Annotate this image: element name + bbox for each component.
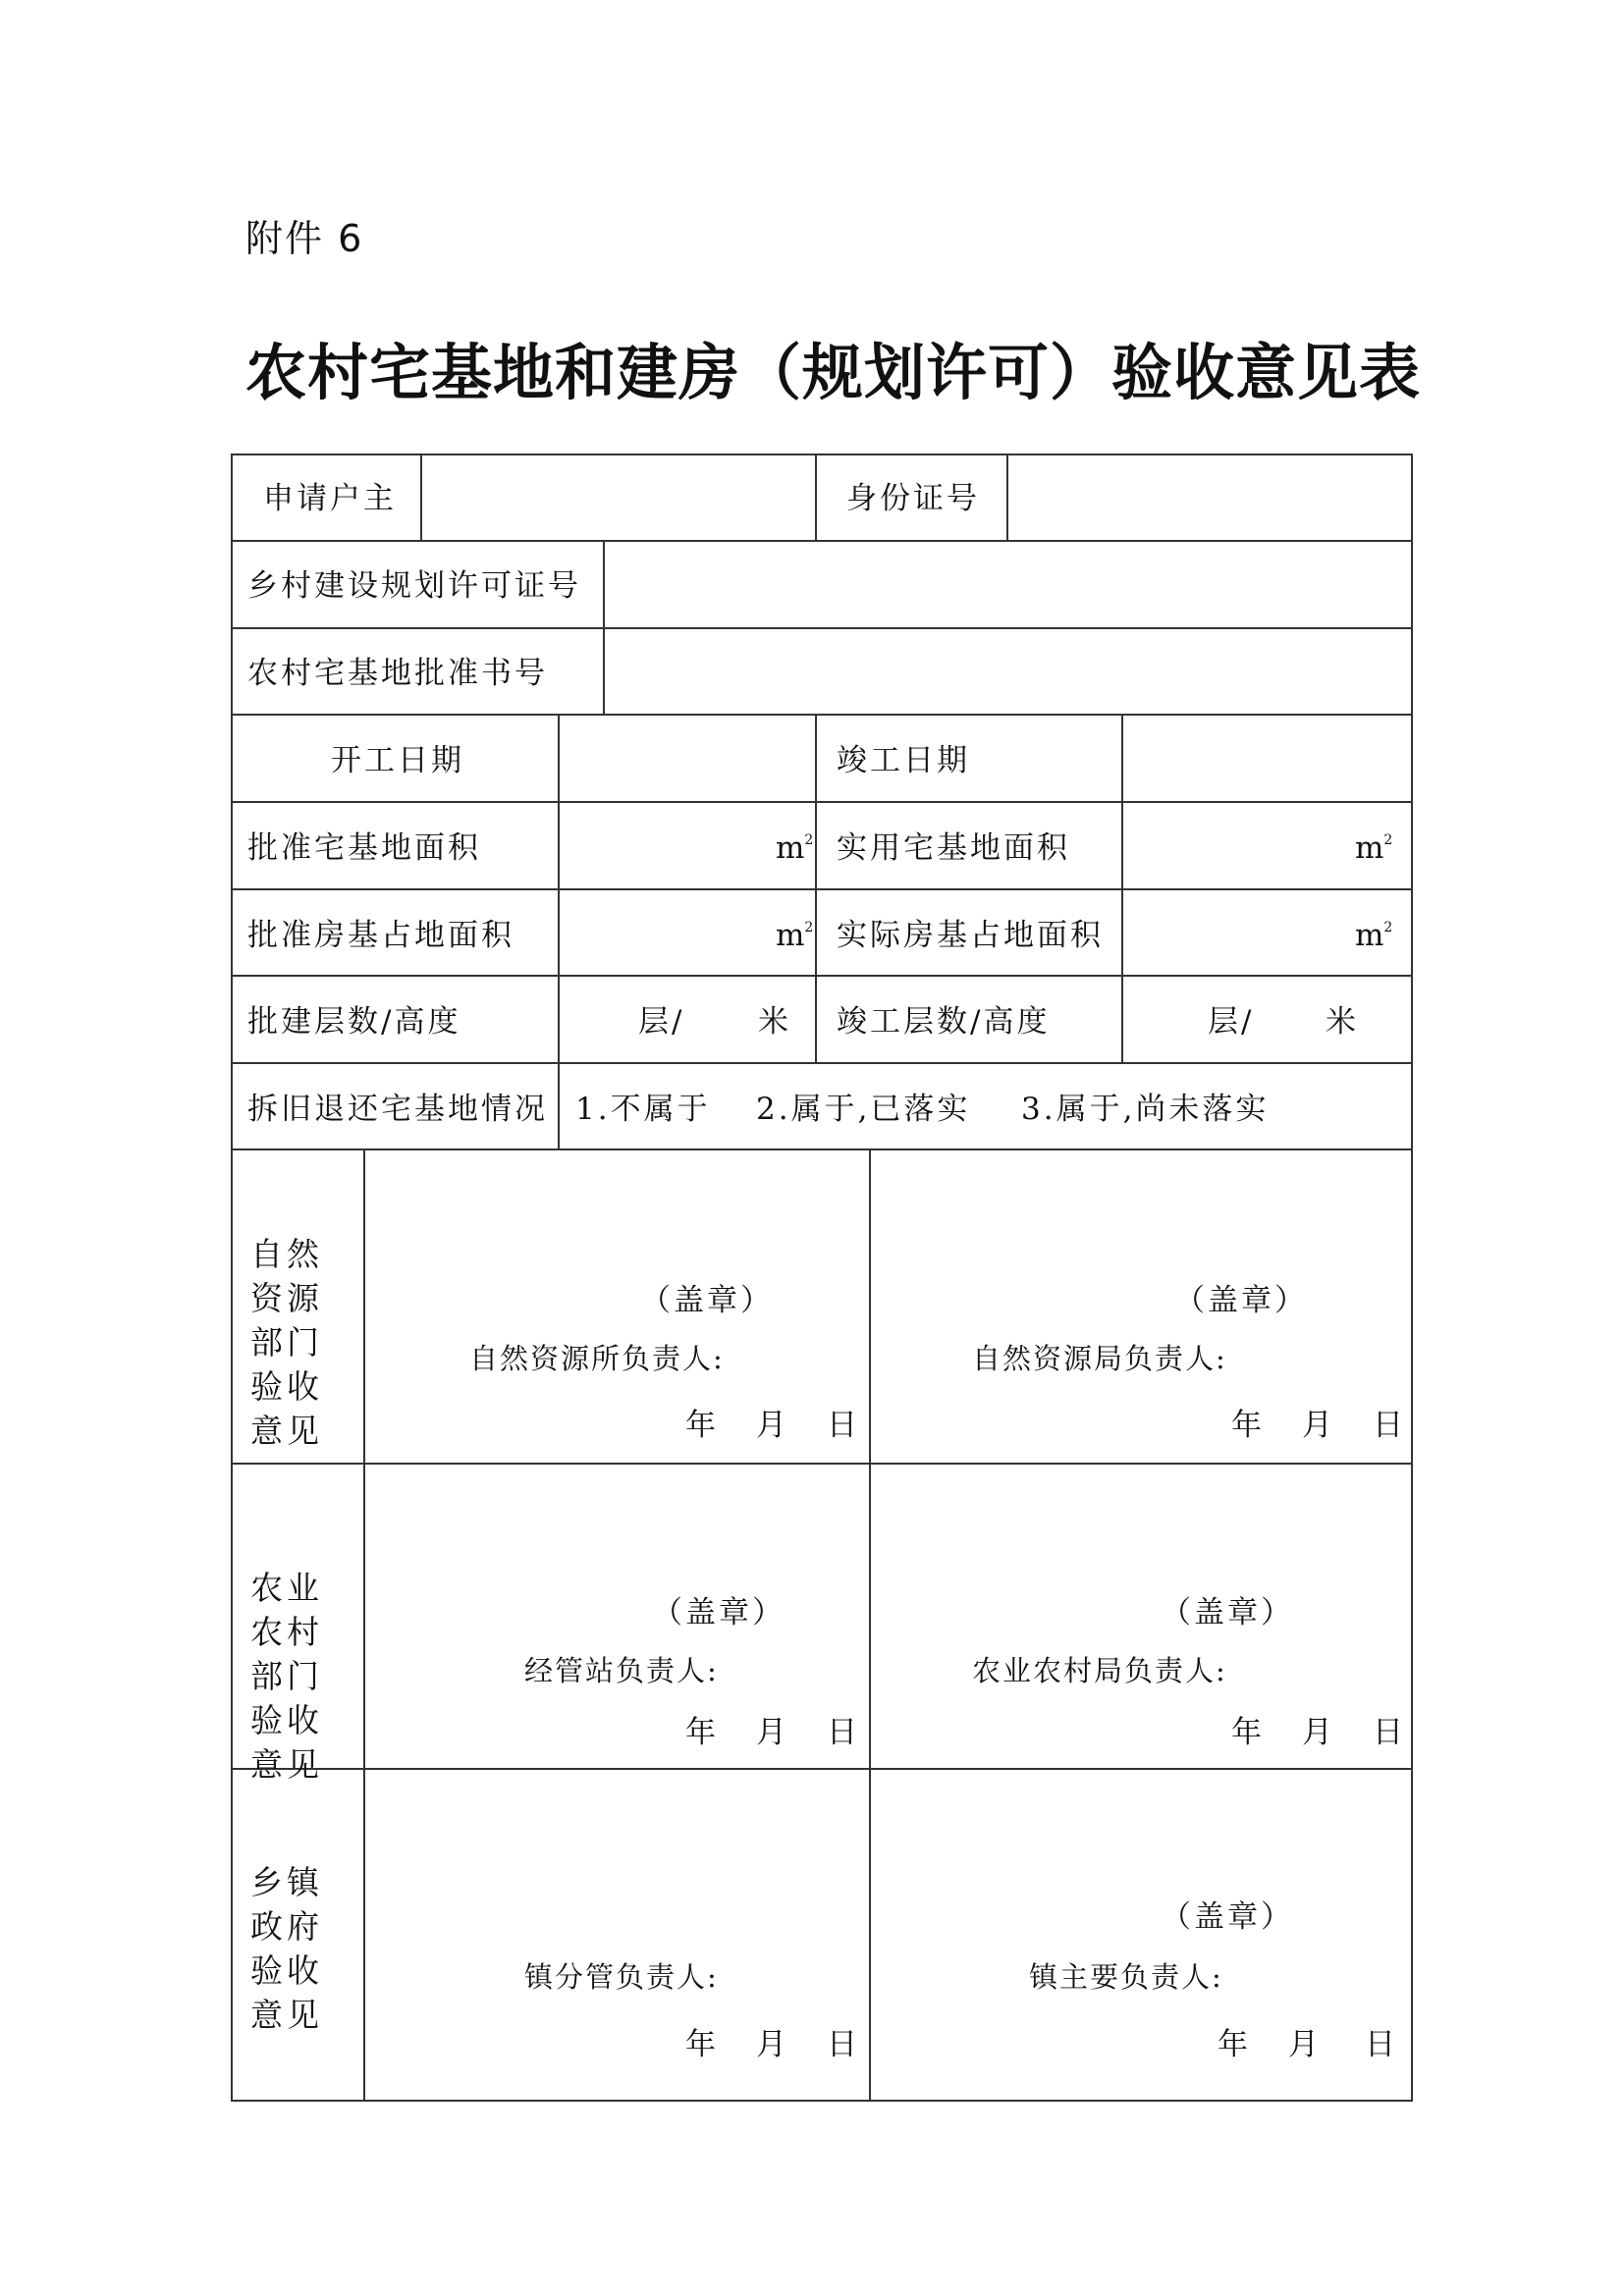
planning-permit-input[interactable]	[607, 544, 1410, 625]
date-year: 年	[1231, 1715, 1265, 1750]
demolition-status-label: 拆旧退还宅基地情况	[247, 1092, 548, 1127]
row-divider	[231, 540, 1413, 542]
date-year: 年	[685, 1408, 719, 1443]
seal-placeholder: （盖章）	[640, 1283, 774, 1318]
homestead-approval-label: 农村宅基地批准书号	[247, 656, 548, 691]
seal-placeholder: （盖章）	[1161, 1595, 1294, 1630]
demolition-option-1[interactable]: 1.不属于	[575, 1092, 711, 1127]
applicant-input[interactable]	[424, 457, 813, 538]
area-unit: $m^2$	[1355, 830, 1393, 866]
signer-label: 镇分管负责人:	[524, 1960, 719, 1994]
completed-floors-height-label: 竣工层数/高度	[837, 1004, 1051, 1040]
meter-unit: 米	[758, 1004, 791, 1040]
seal-placeholder: （盖章）	[1174, 1283, 1308, 1318]
approved-homestead-area-label: 批准宅基地面积	[247, 830, 481, 866]
date-month: 月	[756, 1715, 789, 1750]
col-divider	[603, 540, 605, 714]
signer-label: 农业农村局负责人:	[972, 1654, 1227, 1687]
signer-label: 镇主要负责人:	[1029, 1960, 1223, 1994]
row-divider	[231, 627, 1413, 629]
natural-resources-opinion-label: 自然资源部门验收意见	[250, 1235, 323, 1450]
date-month: 月	[1302, 1715, 1335, 1750]
township-opinion-label: 乡镇政府验收意见	[250, 1863, 323, 2034]
date-day: 日	[827, 1715, 860, 1750]
actual-homestead-area-label: 实用宅基地面积	[837, 830, 1070, 866]
date-month: 月	[756, 1408, 789, 1443]
col-divider	[1006, 454, 1008, 540]
col-divider	[815, 454, 817, 540]
row-divider	[231, 1768, 1413, 1770]
signer-label: 自然资源局负责人:	[972, 1342, 1227, 1375]
signer-label: 经管站负责人:	[524, 1654, 719, 1687]
row-divider	[231, 975, 1413, 977]
date-day: 日	[1373, 1408, 1406, 1443]
area-unit: $m^2$	[1355, 918, 1393, 953]
planning-permit-label: 乡村建设规划许可证号	[247, 568, 581, 604]
floor-unit: 层/	[638, 1004, 685, 1040]
area-unit: $m^2$	[776, 830, 814, 866]
approved-floors-height-label: 批建层数/高度	[247, 1004, 461, 1040]
demolition-option-3[interactable]: 3.属于,尚未落实	[1021, 1092, 1270, 1127]
date-month: 月	[1288, 2027, 1322, 2062]
col-divider	[420, 454, 422, 540]
start-date-input[interactable]	[562, 718, 813, 799]
id-number-label: 身份证号	[846, 481, 980, 516]
col-divider	[363, 1148, 365, 2102]
col-divider	[869, 1148, 871, 2102]
col-divider	[1121, 714, 1123, 1062]
completion-date-label: 竣工日期	[837, 743, 970, 778]
homestead-approval-input[interactable]	[607, 631, 1410, 712]
seal-placeholder: （盖章）	[1161, 1899, 1294, 1935]
date-year: 年	[685, 1715, 719, 1750]
id-number-input[interactable]	[1010, 457, 1409, 538]
floor-unit: 层/	[1208, 1004, 1255, 1040]
signer-label: 自然资源所负责人:	[469, 1342, 725, 1375]
completion-date-input[interactable]	[1125, 718, 1410, 799]
attachment-label: 附件 6	[245, 217, 364, 260]
date-year: 年	[1218, 2027, 1251, 2062]
applicant-label: 申请户主	[263, 481, 397, 516]
row-divider	[231, 1062, 1413, 1064]
date-year: 年	[685, 2027, 719, 2062]
page-title: 农村宅基地和建房（规划许可）验收意见表	[245, 337, 1422, 408]
row-divider	[231, 714, 1413, 716]
date-day: 日	[1365, 2027, 1398, 2062]
date-day: 日	[827, 1408, 860, 1443]
seal-placeholder: （盖章）	[652, 1595, 785, 1630]
col-divider	[815, 714, 817, 1062]
area-unit: $m^2$	[776, 918, 814, 953]
approved-building-area-label: 批准房基占地面积	[247, 918, 514, 953]
meter-unit: 米	[1326, 1004, 1359, 1040]
demolition-option-2[interactable]: 2.属于,已落实	[756, 1092, 971, 1127]
row-divider	[231, 801, 1413, 803]
row-divider	[231, 888, 1413, 890]
row-divider	[231, 1463, 1413, 1465]
date-year: 年	[1231, 1408, 1265, 1443]
date-day: 日	[1373, 1715, 1406, 1750]
actual-building-area-label: 实际房基占地面积	[837, 918, 1104, 953]
col-divider	[558, 714, 560, 1148]
date-month: 月	[756, 2027, 789, 2062]
agriculture-opinion-label: 农业农村部门验收意见	[250, 1569, 323, 1784]
date-day: 日	[827, 2027, 860, 2062]
row-divider	[231, 1148, 1413, 1150]
start-date-label: 开工日期	[331, 743, 464, 778]
date-month: 月	[1302, 1408, 1335, 1443]
